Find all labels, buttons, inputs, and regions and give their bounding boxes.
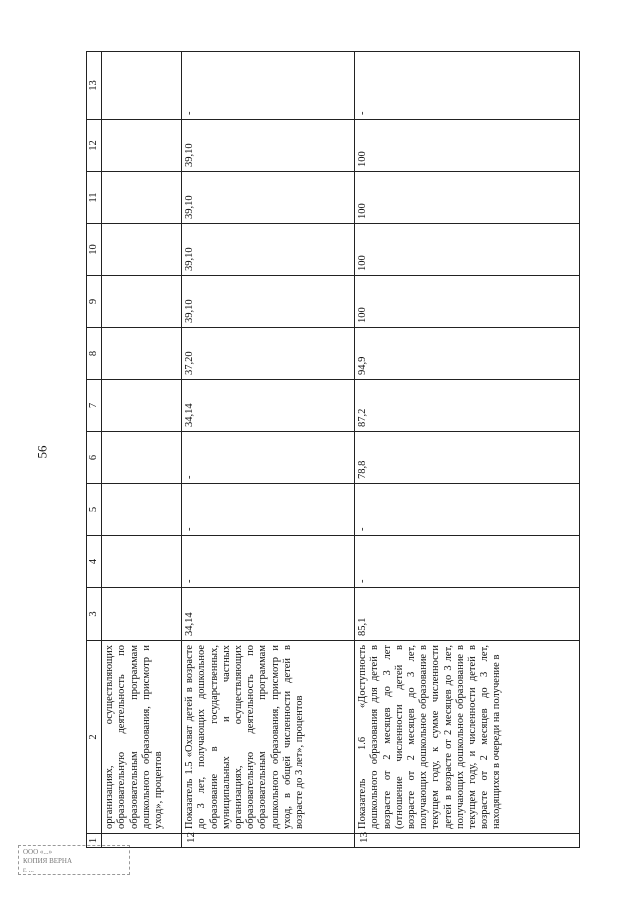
value-cell [102, 432, 182, 484]
page-number: 56 [34, 445, 50, 459]
header-cell: 2 [87, 641, 102, 834]
header-cell: 5 [87, 484, 102, 536]
value-cell [102, 328, 182, 380]
value-cell [102, 536, 182, 588]
stamp-line: г. ... [23, 866, 34, 874]
header-cell: 8 [87, 328, 102, 380]
table-row [355, 52, 580, 848]
value-cell [102, 52, 182, 120]
value-cell: 34,14 [182, 380, 355, 432]
header-cell: 9 [87, 276, 102, 328]
row-number: 12 [182, 834, 355, 848]
table-row [102, 52, 182, 848]
indicator-text: Показатель 1.5 «Охват детей в возрасте до 3 лет, получающих дошкольное образование в государственных, муниципальных и частных организациях, осуществляющих образовательную деятельность по образовательным программам дошкольного образования, присмотр и уход, в общей численности детей в возрасте до 3 лет», процентов [182, 641, 355, 834]
row-number [102, 834, 182, 848]
value-cell: 78,8 [355, 432, 580, 484]
value-cell: - [182, 484, 355, 536]
value-cell [102, 224, 182, 276]
value-cell [102, 588, 182, 641]
value-cell: - [182, 536, 355, 588]
value-cell: 39,10 [182, 276, 355, 328]
copy-stamp [18, 845, 130, 875]
header-cell: 6 [87, 432, 102, 484]
indicator-text: организациях, осуществляющих образовательную деятельность по образовательным программам дошкольного образования, присмотр и уход», процентов [102, 641, 182, 834]
header-cell: 10 [87, 224, 102, 276]
value-cell: - [355, 52, 580, 120]
value-cell: - [355, 484, 580, 536]
value-cell [102, 120, 182, 172]
value-cell [102, 276, 182, 328]
value-cell: 85,1 [355, 588, 580, 641]
indicators-table [86, 51, 580, 848]
header-cell: 3 [87, 588, 102, 641]
header-row [87, 52, 102, 848]
value-cell [102, 172, 182, 224]
indicator-text: Показатель 1.6 «Доступность дошкольного образования для детей в возрасте от 2 месяцев до 3 лет (отношение численности детей в возрасте от 2 месяцев до 3 лет, получающих дошкольное образование в текущем году, к сумме численности детей в возрасте от 2 месяцев до 3 лет, получающих дошкольное образование в текущем году, и численности детей в возрасте от 2 месяцев до 3 лет, находящихся в очереди на получение в [355, 641, 580, 834]
header-cell: 1 [87, 834, 102, 848]
rotated-table-wrapper [86, 53, 579, 848]
value-cell: 37,20 [182, 328, 355, 380]
value-cell: 100 [355, 120, 580, 172]
header-cell: 7 [87, 380, 102, 432]
value-cell: 87,2 [355, 380, 580, 432]
value-cell: 100 [355, 224, 580, 276]
header-cell: 13 [87, 52, 102, 120]
value-cell [102, 380, 182, 432]
stamp-line: КОПИЯ ВЕРНА [23, 857, 73, 865]
value-cell: 39,10 [182, 172, 355, 224]
value-cell: 34,14 [182, 588, 355, 641]
value-cell [102, 484, 182, 536]
value-cell: - [182, 52, 355, 120]
row-number: 13 [355, 834, 580, 848]
header-cell: 11 [87, 172, 102, 224]
header-cell: 12 [87, 120, 102, 172]
value-cell: 39,10 [182, 120, 355, 172]
value-cell: - [182, 432, 355, 484]
value-cell: 39,10 [182, 224, 355, 276]
value-cell: - [355, 536, 580, 588]
value-cell: 100 [355, 276, 580, 328]
value-cell: 100 [355, 172, 580, 224]
table-row [182, 52, 355, 848]
header-cell: 4 [87, 536, 102, 588]
value-cell: 94,9 [355, 328, 580, 380]
stamp-line: ООО «...» [23, 848, 53, 856]
